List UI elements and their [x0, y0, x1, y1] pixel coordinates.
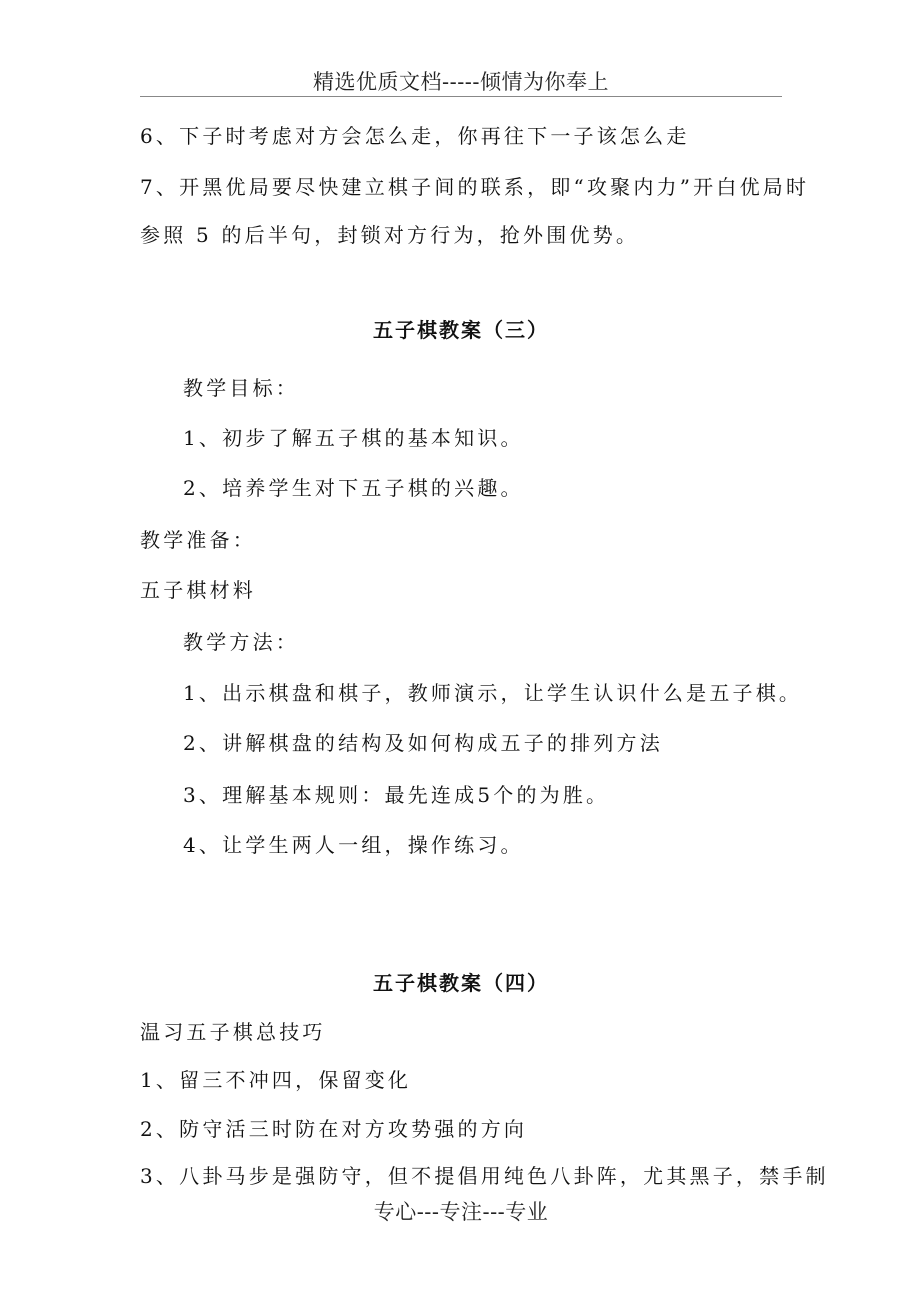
tip-item-3: 3、八卦马步是强防守，但不提倡用纯色八卦阵，尤其黑子，禁手制 [140, 1164, 829, 1188]
section-4-title: 五子棋教案（四） [373, 971, 549, 995]
header-divider [140, 96, 782, 97]
method-item-4: 4、让学生两人一组，操作练习。 [183, 833, 524, 857]
section-4-intro: 温习五子棋总技巧 [140, 1020, 326, 1044]
method-item-2: 2、讲解棋盘的结构及如何构成五子的排列方法 [183, 731, 663, 755]
method-label: 教学方法： [183, 630, 299, 654]
tip-item-2: 2、防守活三时防在对方攻势强的方向 [140, 1117, 528, 1141]
method-item-1: 1、出示棋盘和棋子，教师演示，让学生认识什么是五子棋。 [183, 681, 803, 705]
prep-label: 教学准备： [140, 528, 256, 552]
paragraph-tip-7: 7、开黑优局要尽快建立棋子间的联系，即“攻聚内力”开白优局时 [140, 175, 810, 199]
goal-label: 教学目标： [183, 376, 299, 400]
tip-item-1: 1、留三不冲四，保留变化 [140, 1068, 412, 1092]
prep-value: 五子棋材料 [140, 578, 256, 602]
page-footer: 专心---专注---专业 [373, 1200, 549, 1224]
paragraph-tip-7-cont: 参照 5 的后半句，封锁对方行为，抢外围优势。 [140, 223, 640, 247]
goal-item-1: 1、初步了解五子棋的基本知识。 [183, 426, 524, 450]
section-3-title: 五子棋教案（三） [373, 318, 549, 342]
method-item-3: 3、理解基本规则：最先连成5个的为胜。 [183, 783, 610, 807]
paragraph-tip-6: 6、下子时考虑对方会怎么走，你再往下一子该怎么走 [140, 124, 690, 148]
page-header: 精选优质文档-----倾情为你奉上 [313, 70, 609, 94]
goal-item-2: 2、培养学生对下五子棋的兴趣。 [183, 476, 524, 500]
